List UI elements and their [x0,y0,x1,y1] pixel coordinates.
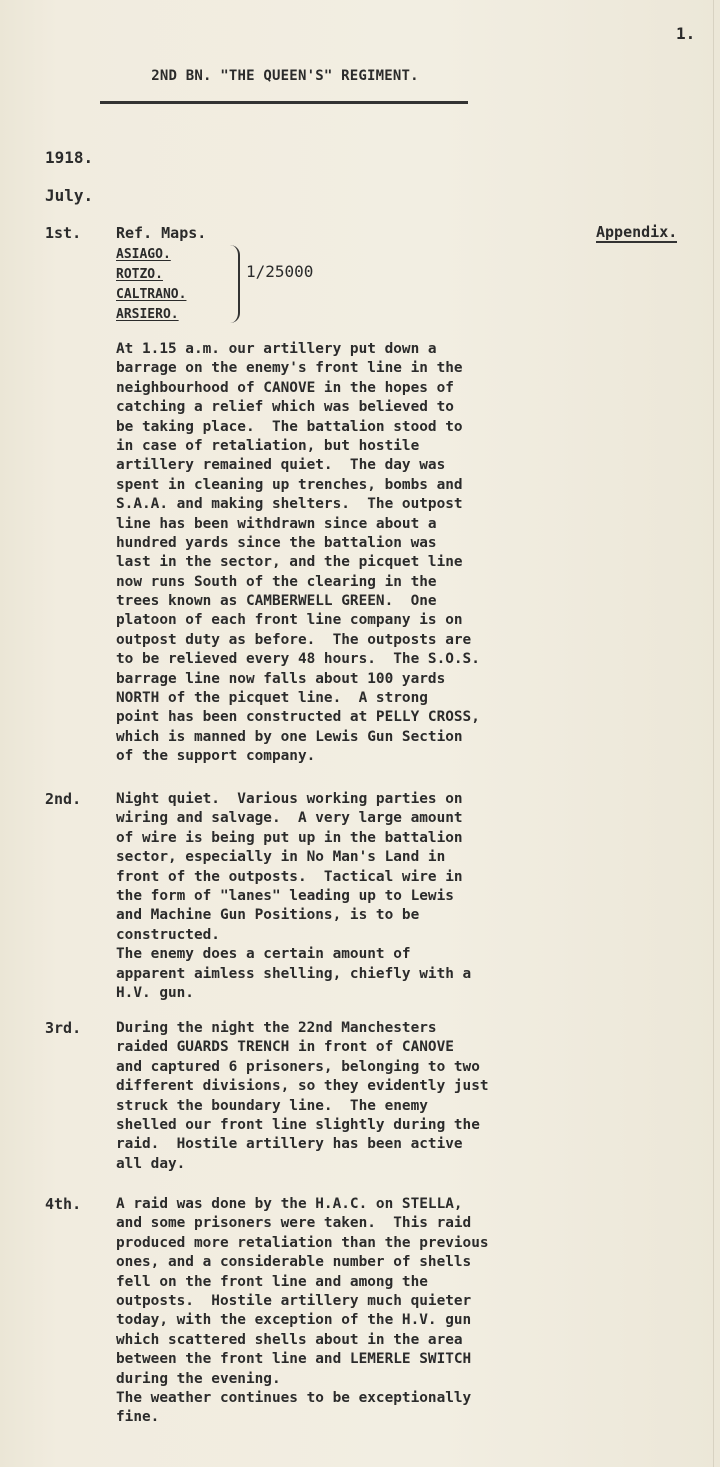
text-line: outposts. Hostile artillery much quieter [116,1292,472,1309]
map-brace [228,245,240,323]
text-line: between the front line and LEMERLE SWITCH [116,1351,472,1368]
text-line: and Machine Gun Positions, is to be [116,907,420,924]
entry-text-2 [116,790,620,1003]
text-line: of wire is being put up in the battalion [116,829,463,846]
map-name: ROTZO. [116,267,163,282]
text-line: different divisions, so they evidently just [116,1078,489,1095]
text-line: NORTH of the picquet line. A strong [116,690,428,707]
text-line: constructed. [116,926,220,943]
text-line: point has been constructed at PELLY CROSS, [116,709,480,726]
text-line: produced more retaliation than the previous [116,1234,489,1251]
text-line: platoon of each front line company is on [116,612,463,629]
text-line: At 1.15 a.m. our artillery put down a [116,341,437,357]
text-line: A raid was done by the H.A.C. on STELLA, [116,1196,463,1212]
text-line: H.V. gun. [116,984,194,1001]
text-line: line has been withdrawn since about a [116,515,437,532]
text-line: artillery remained quiet. The day was [116,457,446,474]
text-line: wiring and salvage. A very large amount [116,810,463,827]
text-line: neighbourhood of CANOVE in the hopes of [116,379,454,396]
text-line: During the night the 22nd Manchesters [116,1020,437,1036]
text-line: today, with the exception of the H.V. gun [116,1312,472,1329]
text-line: shelled our front line slightly during the [116,1116,480,1133]
text-line: in case of retaliation, but hostile [116,437,420,454]
text-line: The weather continues to be exceptionally [116,1389,472,1406]
text-line: S.A.A. and making shelters. The outpost [116,496,463,513]
map-name: CALTRANO. [116,287,187,302]
text-line: and captured 6 prisoners, belonging to two [116,1058,480,1075]
text-line: fine. [116,1409,160,1426]
entry-text-4 [116,1195,620,1428]
text-line: and some prisoners were taken. This raid [116,1215,472,1232]
text-line: now runs South of the clearing in the [116,573,437,590]
text-line: the form of "lanes" leading up to Lewis [116,887,454,904]
entry-text-3 [116,1019,620,1174]
title-underline [100,101,468,104]
text-line: Night quiet. Various working parties on [116,791,463,807]
text-line: hundred yards since the battalion was [116,534,437,551]
text-line: spent in cleaning up trenches, bombs and [116,476,463,493]
text-line: raid. Hostile artillery has been active [116,1136,463,1153]
month-heading: July. [45,186,94,205]
page-number: 1. [676,24,696,43]
ref-maps-label: Ref. Maps. [116,224,207,242]
text-line: of the support company. [116,748,316,765]
text-line: to be relieved every 48 hours. The S.O.S. [116,651,480,668]
entry-date-2: 2nd. [45,790,82,808]
text-line: front of the outposts. Tactical wire in [116,868,463,885]
text-line: fell on the front line and among the [116,1273,428,1290]
text-line: barrage on the enemy's front line in the [116,360,463,377]
text-line: raided GUARDS TRENCH in front of CANOVE [116,1039,454,1056]
text-line: barrage line now falls about 100 yards [116,670,446,687]
entry-text-1 [116,340,620,767]
text-line: ones, and a considerable number of shells [116,1254,472,1271]
text-line: struck the boundary line. The enemy [116,1097,428,1114]
text-line: trees known as CAMBERWELL GREEN. One [116,593,437,610]
text-line: which is manned by one Lewis Gun Section [116,728,463,745]
text-line: The enemy does a certain amount of [116,946,411,963]
entry-date-1: 1st. [45,224,82,242]
text-line: be taking place. The battalion stood to [116,418,463,435]
entry-date-4: 4th. [45,1195,82,1213]
year-heading: 1918. [45,148,94,167]
text-line: last in the sector, and the picquet line [116,554,463,571]
text-line: which scattered shells about in the area [116,1331,463,1348]
text-line: sector, especially in No Man's Land in [116,849,446,866]
text-line: catching a relief which was believed to [116,399,454,416]
text-line: apparent aimless shelling, chiefly with a [116,965,472,982]
map-name: ARSIERO. [116,307,179,322]
map-scale: 1/25000 [246,262,314,281]
page-fold [713,0,714,1467]
text-line: all day. [116,1155,186,1172]
map-list [116,245,236,325]
entry-date-3: 3rd. [45,1019,82,1037]
appendix-column-heading: Appendix. [596,223,678,241]
text-line: outpost duty as before. The outposts are [116,631,472,648]
page-title: 2ND BN. "THE QUEEN'S" REGIMENT. [151,68,419,84]
text-line: during the evening. [116,1370,281,1387]
map-name: ASIAGO. [116,247,171,262]
